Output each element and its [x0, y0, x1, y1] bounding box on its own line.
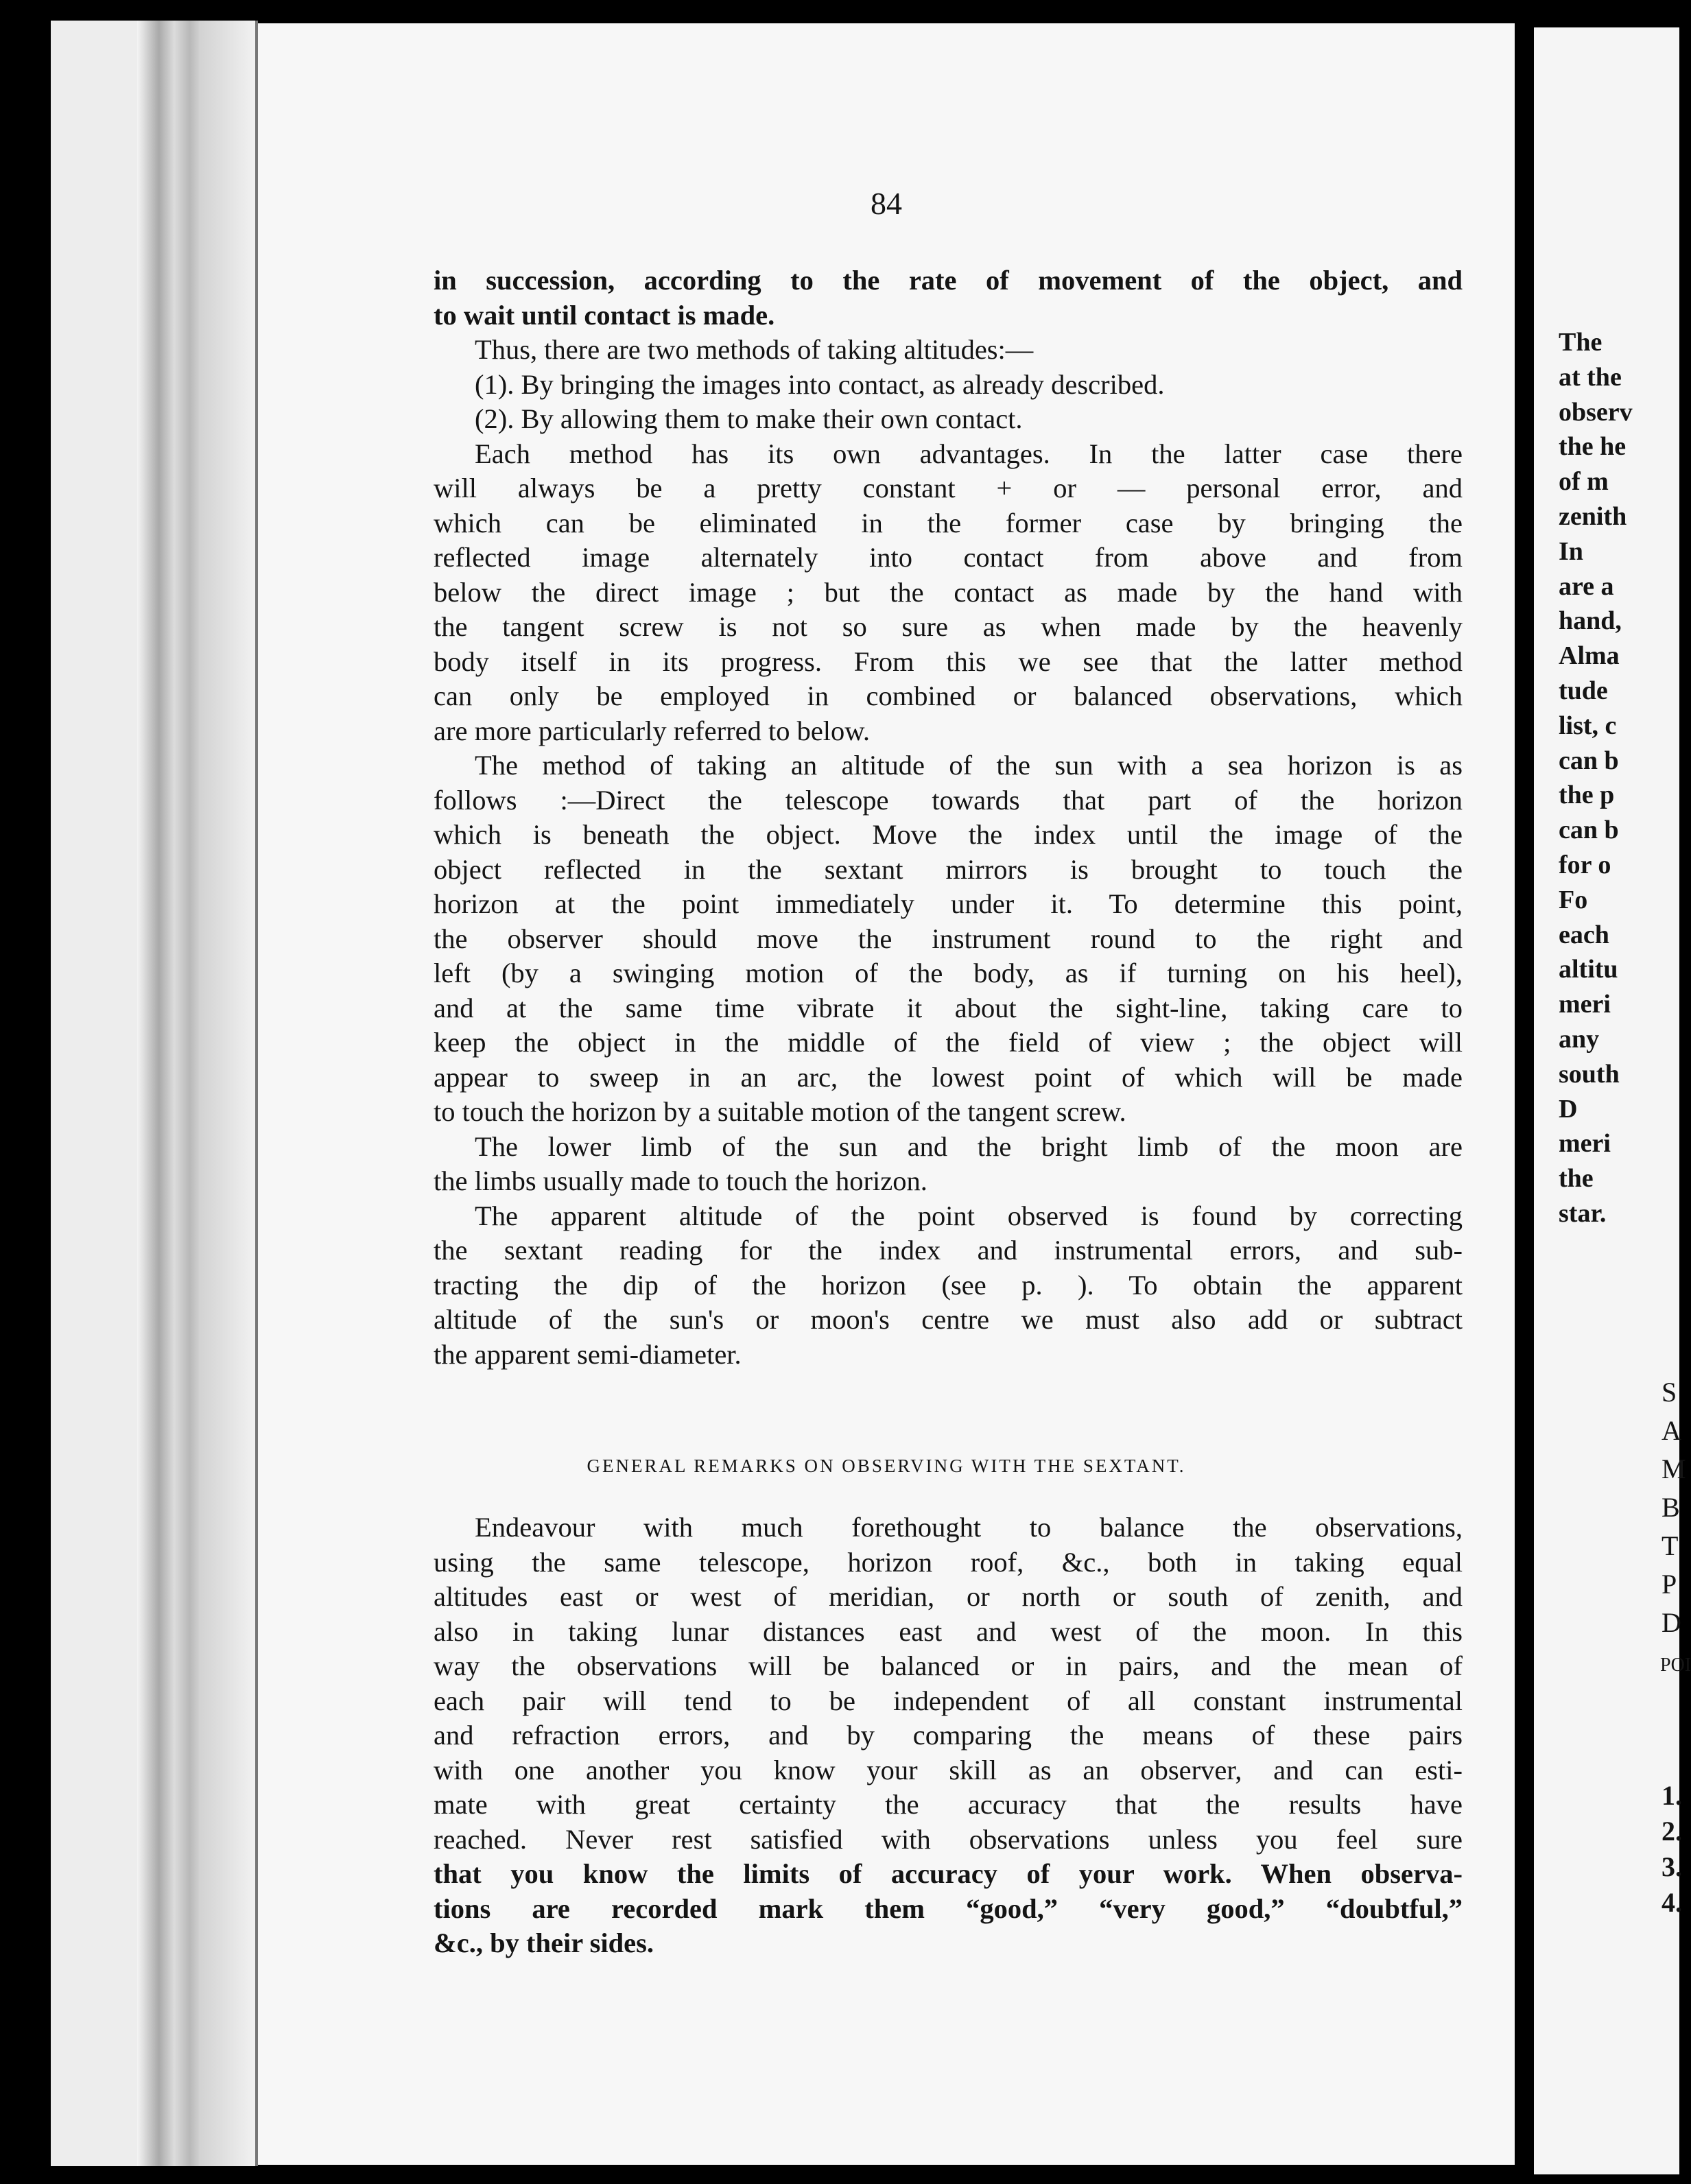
fragment-line: list, c [1559, 711, 1617, 740]
text-line: The method of taking an altitude of the sun with a sea horizon is as [475, 750, 1463, 781]
page-edge-inner [199, 21, 257, 2166]
text-line: with one another you know your skill as an observer, and can esti- [434, 1754, 1463, 1785]
fragment-line: D [1662, 1607, 1681, 1638]
text-line: to wait until contact is made. [434, 299, 775, 331]
text-line: altitude of the sun's or moon's centre we must also add or subtract [434, 1304, 1463, 1335]
text-line: object reflected in the sextant mirrors is brought to touch the [434, 853, 1463, 885]
fragment-line: T [1662, 1530, 1679, 1561]
fragment-line: Alma [1559, 641, 1620, 671]
paragraph-method [434, 748, 1463, 1130]
fragment-line: tude [1559, 676, 1608, 705]
next-page-list [1662, 1373, 1686, 1642]
fragment-line: star. [1559, 1198, 1607, 1228]
fragment-line: M [1662, 1453, 1686, 1484]
fragment-line: for o [1559, 850, 1611, 879]
page-number: 84 [871, 186, 902, 221]
text-line: left (by a swinging motion of the body, as if turning on his heel), [434, 958, 1463, 988]
text-line: which is beneath the object. Move the index until the image of the [434, 819, 1463, 850]
fragment-line: any [1559, 1024, 1600, 1054]
fragment-line: altitu [1559, 955, 1618, 984]
method-1 [434, 368, 1463, 403]
fragment-line: can b [1559, 816, 1619, 845]
fragment-line: 3. [1662, 1851, 1682, 1882]
text-line: using the same telescope, horizon roof, &c., both in taking equal [434, 1546, 1463, 1578]
page-edge-outer [51, 21, 137, 2166]
next-page-lines [1559, 325, 1633, 1231]
method-2 [434, 402, 1463, 437]
text-line: The apparent altitude of the point observed is found by correcting [475, 1200, 1463, 1231]
next-page-numbers [1662, 1778, 1682, 1921]
paragraph-apparent [434, 1199, 1463, 1373]
text-line: to touch the horizon by a suitable motion of the tangent screw. [434, 1096, 1126, 1127]
text-line: in succession, according to the rate of movement of the object, and [434, 265, 1463, 296]
fragment-line: each [1559, 920, 1609, 949]
book-gutter [1515, 0, 1534, 2184]
paragraph-advantages [434, 437, 1463, 749]
fragment-line: 1. [1662, 1780, 1682, 1811]
text-line: also in taking lunar distances east and west of the moon. In this [434, 1615, 1463, 1647]
fragment-line: meri [1559, 1129, 1611, 1159]
text-line: below the direct image ; but the contact as made by the hand with [434, 576, 1463, 608]
fragment-line: Fo [1559, 885, 1588, 914]
text-line: tions are recorded mark them “good,” “very good,” “doubtful,” [434, 1892, 1463, 1924]
fragment-line: at the [1559, 362, 1622, 392]
fragment-line: POI [1660, 1654, 1691, 1676]
text-line: each pair will tend to be independent of all constant instrumental [434, 1685, 1463, 1716]
text-line: The lower limb of the sun and the bright limb of the moon are [475, 1130, 1463, 1162]
text-line: horizon at the point immediately under it. To determine this point, [434, 888, 1463, 919]
fragment-line: P [1662, 1569, 1677, 1600]
text-line: the observer should move the instrument round to the right and [434, 923, 1463, 954]
paragraph-1 [434, 263, 1463, 333]
text-line: reached. Never rest satisfied with observations unless you feel sure [434, 1823, 1463, 1855]
text-line: appear to sweep in an arc, the lowest point of which will be made [434, 1061, 1463, 1093]
text-line: and refraction errors, and by comparing the means of these pairs [434, 1720, 1463, 1750]
book-page [258, 23, 1515, 2165]
fragment-line: B [1662, 1492, 1680, 1523]
fragment-line: A [1662, 1415, 1681, 1446]
paragraph-2 [434, 333, 1463, 368]
fragment-line: of m [1559, 467, 1609, 497]
fragment-line: observ [1559, 397, 1633, 427]
fragment-line: In [1559, 536, 1583, 566]
fragment-line: can b [1559, 746, 1619, 775]
fragment-line: D [1559, 1094, 1578, 1124]
text-line: keep the object in the middle of the field of view ; the object will [434, 1027, 1463, 1058]
fragment-line: the [1559, 1164, 1594, 1194]
text-line: will always be a pretty constant + or — personal error, and [434, 473, 1463, 503]
paragraph-limbs [434, 1130, 1463, 1199]
text-line: Each method has its own advantages. In the latter case there [475, 438, 1463, 469]
fragment-line: S [1662, 1377, 1677, 1408]
text-line: (2). By allowing them to make their own contact. [475, 403, 1023, 434]
text-line: can only be employed in combined or balanced observations, which [434, 680, 1463, 711]
fragment-line: 4. [1662, 1887, 1682, 1918]
text-line: way the observations will be balanced or in pairs, and the mean of [434, 1650, 1463, 1681]
text-line: which can be eliminated in the former case by bringing the [434, 507, 1463, 538]
body-top [434, 263, 1463, 1372]
fragment-line: zenith [1559, 501, 1627, 531]
text-line: altitudes east or west of meridian, or north or south of zenith, and [434, 1581, 1463, 1612]
next-page-fragment [1534, 27, 1691, 2174]
fragment-line: the he [1559, 432, 1627, 462]
text-line: and at the same time vibrate it about the sight-line, taking care to [434, 992, 1463, 1023]
page-edge-stack [137, 21, 199, 2166]
fragment-line: the p [1559, 781, 1615, 810]
text-line: mate with great certainty the accuracy that the results have [434, 1789, 1463, 1820]
fragment-line: hand, [1559, 606, 1622, 636]
fragment-line: south [1559, 1059, 1620, 1089]
text-line: Thus, there are two methods of taking altitudes:— [475, 334, 1034, 365]
text-line: that you know the limits of accuracy of your work. When observa- [434, 1858, 1463, 1889]
text-line: the sextant reading for the index and instrumental errors, and sub- [434, 1235, 1463, 1266]
text-line: tracting the dip of the horizon (see p. ). To obtain the apparent [434, 1269, 1463, 1301]
text-line: body itself in its progress. From this we see that the latter method [434, 645, 1463, 677]
body-bottom [434, 1510, 1463, 1961]
fragment-line: meri [1559, 990, 1611, 1019]
text-line: the limbs usually made to touch the horizon. [434, 1165, 927, 1196]
text-line: Endeavour with much forethought to balance the observations, [475, 1512, 1463, 1543]
fragment-line: 2. [1662, 1816, 1682, 1847]
text-line: &c., by their sides. [434, 1927, 654, 1958]
text-line: follows :—Direct the telescope towards that part of the horizon [434, 784, 1463, 816]
text-line: the apparent semi-diameter. [434, 1338, 742, 1370]
text-line: (1). By bringing the images into contact, as already described. [475, 368, 1165, 400]
text-line: reflected image alternately into contact from above and from [434, 542, 1463, 573]
text-line: are more particularly referred to below. [434, 715, 871, 746]
fragment-line: are a [1559, 571, 1614, 601]
fragment-line: The [1559, 328, 1603, 357]
section-heading: GENERAL REMARKS ON OBSERVING WITH THE SEXTANT. [587, 1456, 1186, 1476]
text-line: the tangent screw is not so sure as when made by the heavenly [434, 611, 1463, 642]
